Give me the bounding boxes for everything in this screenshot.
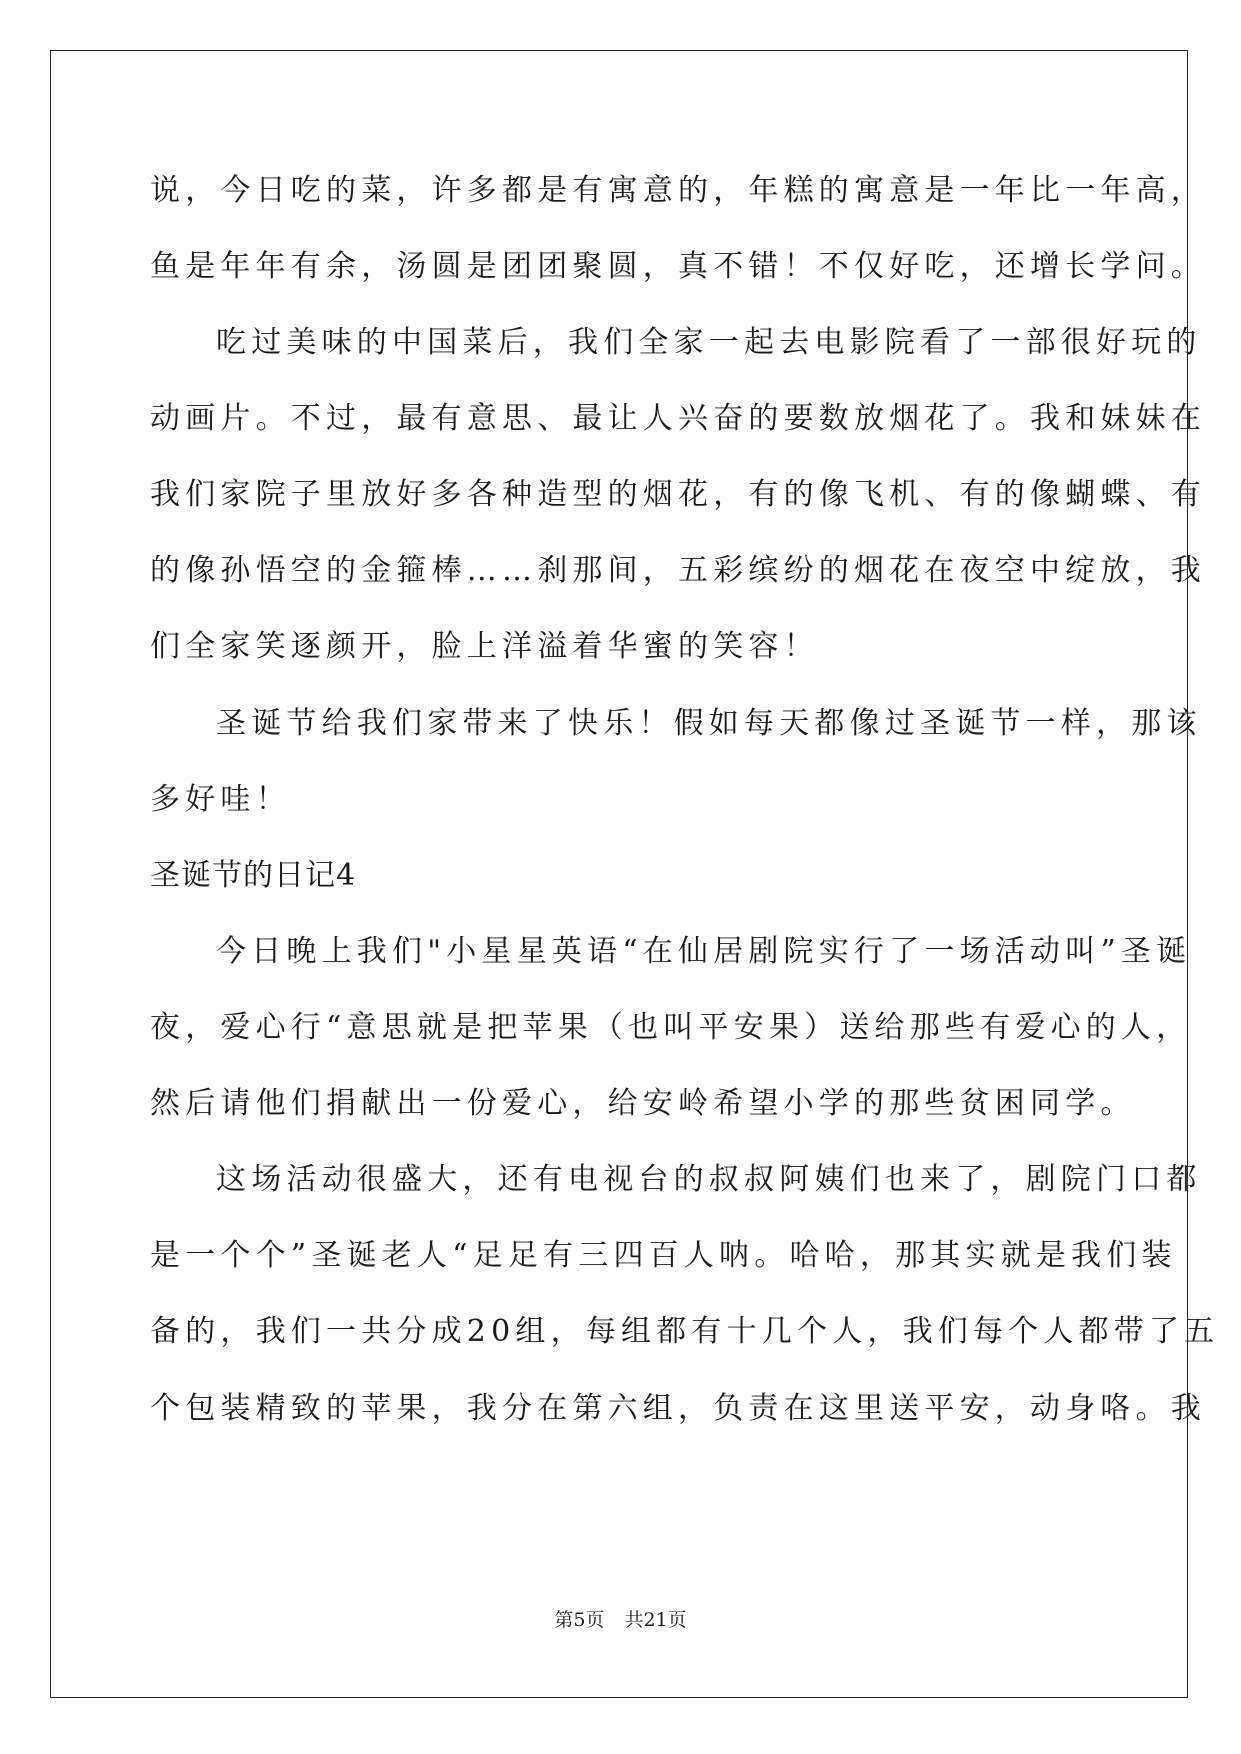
text-line: 动画片。不过，最有意思、最让人兴奋的要数放烟花了。我和妹妹在: [150, 401, 1206, 436]
section-heading: 圣诞节的日记4: [150, 858, 357, 893]
text-line: 是一个个”圣诞老人“足足有三四百人呐。哈哈，那其实就是我们装: [150, 1238, 1177, 1273]
paragraph-start-line: 今日晚上我们"小星星英语“在仙居剧院实行了一场活动叫”圣诞: [216, 934, 1192, 969]
page-footer: [0, 1608, 1241, 1632]
text-line: 的像孙悟空的金箍棒……刹那间，五彩缤纷的烟花在夜空中绽放，我: [150, 553, 1206, 588]
paragraph-start-line: 圣诞节给我们家带来了快乐！假如每天都像过圣诞节一样，那该: [216, 706, 1202, 741]
text-line: 多好哇！: [150, 782, 291, 817]
text-line: 鱼是年年有余，汤圆是团团聚圆，真不错！不仅好吃，还增长学问。: [150, 249, 1206, 284]
text-line: 们全家笑逐颜开，脸上洋溢着华蜜的笑容！: [150, 629, 819, 664]
paragraph-start-line: 这场活动很盛大，还有电视台的叔叔阿姨们也来了，剧院门口都: [216, 1162, 1202, 1197]
text-line: 然后请他们捐献出一份爱心，给安岭希望小学的那些贫困同学。: [150, 1086, 1136, 1121]
paragraph-start-line: 吃过美味的中国菜后，我们全家一起去电影院看了一部很好玩的: [216, 325, 1202, 360]
text-line: 说，今日吃的菜，许多都是有寓意的，年糕的寓意是一年比一年高，: [150, 173, 1206, 208]
text-line: 夜，爱心行“意思就是把苹果（也叫平安果）送给那些有爱心的人，: [150, 1010, 1192, 1045]
text-line: 我们家院子里放好多各种造型的烟花，有的像飞机、有的像蝴蝶、有: [150, 477, 1206, 512]
text-line: 个包装精致的苹果，我分在第六组，负责在这里送平安，动身咯。我: [150, 1391, 1206, 1426]
page-number: 第5页: [554, 1609, 605, 1631]
text-line: 备的，我们一共分成20组，每组都有十几个人，我们每个人都带了五: [150, 1314, 1220, 1349]
total-pages: 共21页: [624, 1609, 687, 1631]
